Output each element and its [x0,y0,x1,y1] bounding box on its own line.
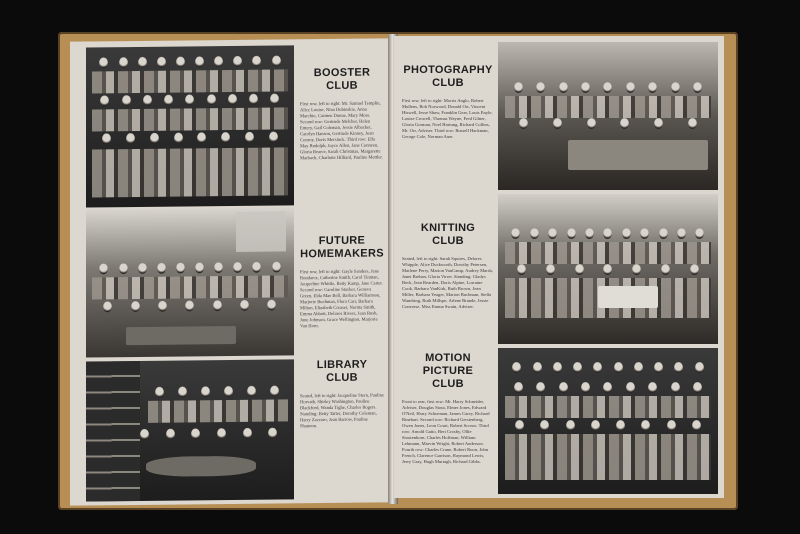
future-homemakers-caption [300,234,384,329]
photography-club-caption [402,64,494,140]
future-homemakers-title: FUTURE HOMEMAKERS [300,234,384,261]
library-club-names: Seated, left to right: Jacqueline Stern, Pauline Horvath, Shirley Washington, Pauline Blackford, Wanda Tighe, Charles Rogers. Standing: Betty Tatter, Dorothy Coleman, Harry Zacearo, Jean Barrow, Pauline Shannon. [300,392,384,429]
knitting-club-title: KNITTING CLUB [420,222,476,247]
photography-club-title: PHOTOGRAPHY CLUB [403,64,493,89]
left-page [70,38,392,505]
motion-picture-club-title: MOTION PICTURE CLUB [422,352,474,390]
booster-club-caption [300,66,384,161]
knitting-club-photo [498,194,718,344]
photography-club-photo [498,42,718,190]
library-club-caption [300,358,384,429]
booster-club-title: BOOSTER CLUB [313,66,371,93]
booster-club-names: First row, left to right: Mr. Samuel Templin, Alice Louise, Nina Dubinskie, Anna Marchio, Carmen Dunne, Mary Moss. Second row: Gertrude Melcher, Helen Emery, Gail Coleman, Jessie Albacker, Carolyn Hanson, Gertrude Kinney, Joan Conroy, Doris Mersinck. Third row: Ella May Rudolph, Joyce Allen, Jane Conneen, Gloria Bearce, Sarah Christmas, Margarette Marbach, Charlotte Hilliard, Pauline Mettler. [300,100,383,161]
library-club-photo [86,359,294,501]
motion-picture-club-caption [402,352,494,465]
library-club-title: LIBRARY CLUB [316,358,368,385]
photography-club-names: First row, left to right: Morris Anglo, Robert Mullens, Bob Norwood, Donald Orr, Vincent Hiswell, Jesse Shaw, Franklin Gear, Louis Enyle, Louise Crowell, Thomas Wayne, Fred Gilner, Gloria Gorman, Noel Hartung, Richard Collins, Mr. Orr, Adviser. Third row: Russell Hackman, George Cole, Norman Auer. [402,98,493,139]
motion-picture-club-names: Front to rear, first row: Mr. Harry Schneider, Adviser, Douglas Stout, Elmer Jones, Edward O'Neil, Harry Schoeman, James Carey, Richard Rinehart. Second row: Richard Gerstenberg, Owen Jones, Leon Court, Robert Scorzo. Third row: Arnold Gatto, Bert Crosby, Ollie Stoutenborn, Charles Hoffman, William Lehmann, Marvin Wright, Robert Anderson. Fourth row: Charles Crane, Robert Roon, John French, Clarence Garrison, Raymond Lewis, Jerry Gray, Hugh Murtagh, Richard Gibbs. [402,399,490,464]
right-page [394,36,724,498]
future-homemakers-photo [86,207,294,357]
booster-club-photo [86,45,294,207]
future-homemakers-names: First row, left to right: Gayle Sanders, Jane Rondarcz, Catherine Smith, Carol Tinman, Jacqueline Whittle, Betty Kamp, Jane Carter. Second row: Caroline Stacker, Geneva Green, Elda Mae Bell, Barbara Williamson, Marjorie Buchman, Flora Carr, Barbara Milton, Elizabeth Creaser, Norma Smith, Emma Abbott, Delores Rivers, Jean Rush, June Johnson, Grace Wellington, Marjorie Van Horn. [300,268,383,329]
knitting-club-caption [402,222,494,310]
knitting-club-names: Seated, left to right: Sarah Squires, Delores Whipple, Alice Duckworth, Dorothy Petersen, Marlene Perry, Marion VanCamp, Audrey Marsh, Janet Brehan, Gloria Virrer. Standing: Gladys Beck, Jean Rearden, Doris Alpine, Lorraine Cook, Barbara VanKirk, Ruth Brown, Jean Miller, Barbara Yeager, Marion Buchman, Stella Wandring, Ruth Millspe, Arlene Brande, Jessie Converse, Miss Emma Swain, Adviser. [402,256,493,309]
motion-picture-club-photo [498,348,718,494]
